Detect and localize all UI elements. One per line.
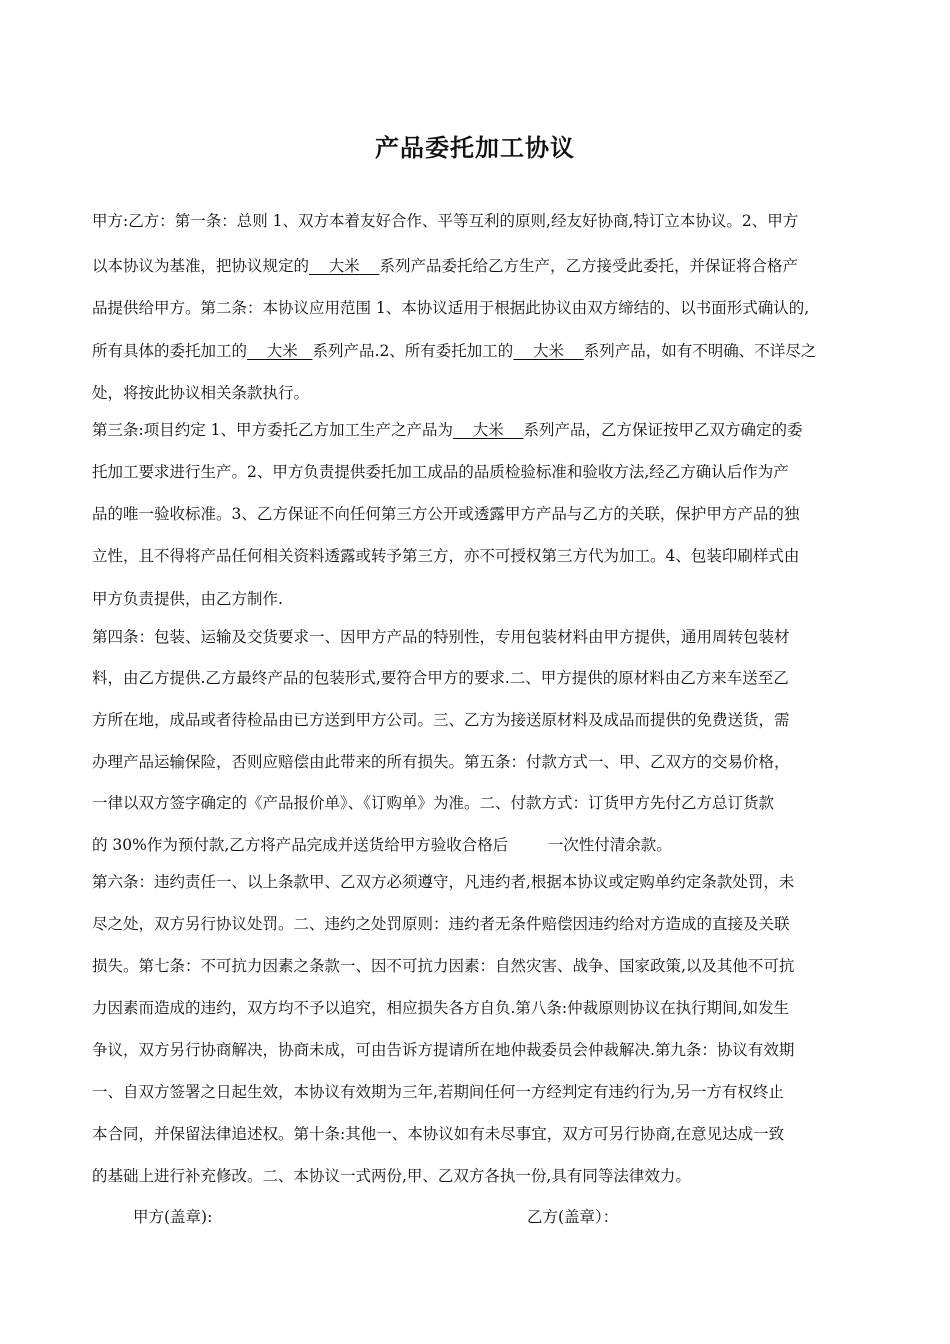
- body-line: [92, 420, 802, 440]
- body-text-segment: 系列产品，如有不明确、不详尽之: [583, 342, 817, 360]
- body-text-segment: 所有具体的委托加工的: [92, 342, 248, 360]
- body-line: [92, 914, 790, 934]
- body-text-segment: 系列产品委托给乙方生产，乙方接受此委托，并保证将合格产: [379, 257, 798, 275]
- body-text-segment: 的 30%作为预付款,乙方将产品完成并送货给甲方验收合格后 一次性付清余款。: [92, 836, 672, 854]
- body-line: [92, 956, 794, 976]
- body-line: [92, 546, 799, 566]
- body-text-segment: 品提供给甲方。第二条：本协议应用范围 1、本协议适用于根据此协议由双方缔结的、以书面形式确认的,: [92, 299, 810, 317]
- body-line: [92, 668, 789, 688]
- product-name-blank: 大米: [513, 342, 584, 360]
- body-line: [92, 341, 816, 361]
- body-text-segment: 立性，且不得将产品任何相关资料透露或转予第三方，亦不可授权第三方代为加工。4、包装印刷样式由: [92, 547, 800, 565]
- body-line: [92, 1082, 784, 1102]
- body-text-segment: 尽之处，双方另行协议处罚。二、违约之处罚原则：违约者无条件赔偿因违约给对方造成的直接及关联: [92, 915, 790, 933]
- body-text-segment: 争议，双方另行协商解决，协商未成，可由告诉方提请所在地仲裁委员会仲裁解决.第九条：协议有效期: [92, 1041, 795, 1059]
- body-line: [92, 383, 309, 403]
- body-text-segment: 本合同，并保留法律追述权。第十条:其他一、本协议如有未尽事宜，双方可另行协商,在意见达成一致: [92, 1125, 785, 1143]
- body-line: [92, 752, 790, 772]
- body-text-segment: 系列产品.2、所有委托加工的: [312, 342, 514, 360]
- product-name-blank: 大米: [247, 342, 313, 360]
- body-text-segment: 损失。第七条：不可抗力因素之条款一、因不可抗力因素：自然灾害、战争、国家政策,以及其他不可抗: [92, 957, 795, 975]
- body-text-segment: 料，由乙方提供.乙方最终产品的包装形式,要符合甲方的要求.二、甲方提供的原材料由乙方来车送至乙: [92, 669, 789, 687]
- body-text-segment: 办理产品运输保险，否则应赔偿由此带来的所有损失。第五条：付款方式一、甲、乙双方的交易价格，: [92, 753, 790, 771]
- body-text-segment: 以本协议为基准，把协议规定的: [92, 257, 310, 275]
- body-text-segment: 甲方:乙方：第一条：总则 1、双方本着友好合作、平等互利的原则,经友好协商,特订立本协议。2、甲方: [92, 212, 799, 230]
- body-text-segment: 力因素而造成的违约，双方均不予以追究，相应损失各方自负.第八条:仲裁原则协议在执行期间,如发生: [92, 999, 790, 1017]
- body-text-segment: 品的唯一验收标准。3、乙方保证不向任何第三方公开或透露甲方产品与乙方的关联，保护甲方产品的独: [92, 505, 800, 523]
- body-text-segment: 一律以双方签字确定的《产品报价单》、《订购单》为准。二、付款方式：订货甲方先付乙方总订货款: [92, 794, 775, 812]
- body-text-segment: 托加工要求进行生产。2、甲方负责提供委托加工成品的品质检验标准和验收方法,经乙方确认后作为产: [92, 463, 789, 481]
- product-name-blank: 大米: [453, 421, 524, 439]
- body-line: [92, 835, 672, 855]
- body-text-segment: 方所在地，成品或者待检品由已方送到甲方公司。三、乙方为接送原材料及成品而提供的免费送货，需: [92, 711, 790, 729]
- body-line: [92, 1124, 784, 1144]
- body-line: [92, 298, 809, 318]
- party-b-signature-label: 乙方(盖章）：: [527, 1208, 619, 1226]
- body-text-segment: 一、自双方签署之日起生效，本协议有效期为三年,若期间任何一方经判定有违约行为,另一方有权终止: [92, 1083, 784, 1101]
- body-line: [92, 710, 790, 730]
- body-line: [92, 1166, 691, 1186]
- body-text-segment: 系列产品，乙方保证按甲乙双方确定的委: [523, 421, 803, 439]
- body-line: [92, 589, 283, 609]
- body-line: [92, 462, 789, 482]
- body-line: [92, 793, 774, 813]
- body-text-segment: 甲方负责提供，由乙方制作.: [92, 590, 283, 608]
- document-title: 产品委托加工协议: [375, 134, 575, 162]
- product-name-blank: 大米: [309, 257, 380, 275]
- body-text-segment: 第六条：违约责任一、以上条款甲、乙双方必须遵守，凡违约者,根据本协议或定购单约定条款处罚，未: [92, 873, 795, 891]
- body-text-segment: 第四条：包装、运输及交货要求一、因甲方产品的特别性，专用包装材料由甲方提供，通用周转包装材: [92, 628, 790, 646]
- body-line: [92, 211, 798, 231]
- body-text-segment: 的基础上进行补充修改。二、本协议一式两份,甲、乙双方各执一份,具有同等法律效力。: [92, 1167, 691, 1185]
- body-text-segment: 第三条:项目约定 1、甲方委托乙方加工生产之产品为: [92, 421, 454, 439]
- body-line: [92, 998, 789, 1018]
- body-line: [92, 1040, 794, 1060]
- body-line: [92, 256, 798, 276]
- body-line: [92, 872, 794, 892]
- party-a-signature-label: 甲方(盖章):: [133, 1208, 213, 1226]
- body-line: [92, 627, 790, 647]
- body-line: [92, 504, 799, 524]
- body-text-segment: 处，将按此协议相关条款执行。: [92, 384, 310, 402]
